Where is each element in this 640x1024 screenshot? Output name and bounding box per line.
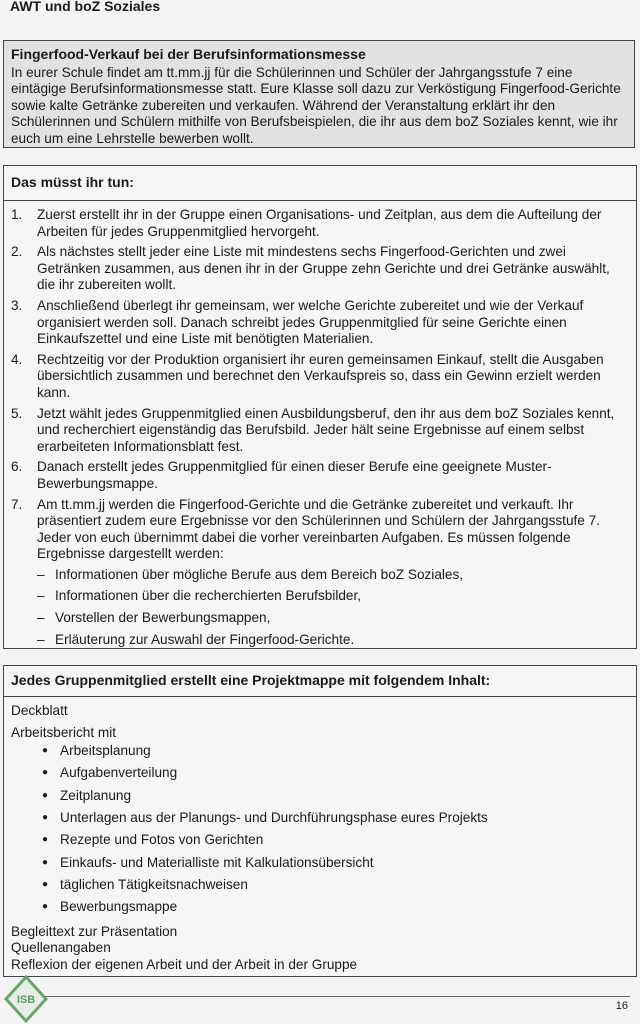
task-item (11, 352, 626, 402)
subitem-text: Informationen über die recherchierten Berufsbilder, (55, 588, 362, 604)
task-item (11, 244, 626, 294)
project-bullet-list (4, 743, 636, 921)
bullet-text: Arbeitsplanung (60, 743, 151, 759)
bullet-item (42, 877, 636, 899)
page-number: 16 (615, 1000, 628, 1012)
subitem-text: Vorstellen der Bewerbungsmappen, (55, 610, 271, 626)
bullet-icon: ● (42, 745, 49, 757)
bullet-item (42, 899, 636, 921)
task-subitem (37, 610, 626, 627)
task-text: Zuerst erstellt ihr in der Gruppe einen Organisations- und Zeitplan, aus dem die Aufteilung der Arbeiten für jedes Gruppenmitglied hervorgeht. (37, 207, 602, 239)
task-number: 2. (11, 244, 23, 260)
subitem-text: Erläuterung zur Auswahl der Fingerfood-Gerichte. (55, 631, 355, 647)
bullet-text: Rezepte und Fotos von Gerichten (60, 832, 264, 848)
bullet-text: täglichen Tätigkeitsnachweisen (60, 876, 248, 892)
task-number: 6. (11, 459, 23, 475)
footer-divider (45, 996, 630, 997)
bullet-text: Unterlagen aus der Planungs- und Durchführungsphase eures Projekts (60, 810, 488, 826)
bullet-item (42, 832, 636, 854)
dash-marker: – (37, 631, 45, 647)
bullet-icon: ● (42, 812, 49, 824)
intro-box (3, 40, 635, 148)
bullet-icon: ● (42, 901, 49, 913)
task-text: Am tt.mm.jj werden die Fingerfood-Gerichte und die Getränke zubereitet und verkauft. Ihr präsentiert zudem eure Ergebnisse vor den Schülerinnen und Schülern der Jahrgangsstufe 7. Jeder von euch übernimmt dabei die vorher vereinbarten Aufgaben. Es müssen folgende Ergebnisse dargestellt werden: – Informationen über mögliche Berufe aus dem Bereich boZ Soziales, – Informationen über die recherchierten Berufsbilder, – Vorstellen der Bewerbungsmappen, – Erläuterung zur Auswahl der Fingerfood-Gerichte. (37, 497, 626, 654)
project-box (3, 665, 637, 977)
subitem-text: Informationen über mögliche Berufe aus dem Bereich boZ Soziales, (55, 566, 464, 582)
task-list (4, 201, 636, 653)
task-subitem (37, 588, 626, 605)
bullet-icon: ● (42, 767, 49, 779)
project-item: Begleittext zur Präsentation (11, 923, 178, 939)
task-text: Rechtzeitig vor der Produktion organisiert ihr euren gemeinsamen Einkauf, stellt die Ausgaben übersichtlich zusammen und berechnet den Verkaufspreis so, dass ein Gewinn erzielt werden kann. (37, 351, 604, 400)
task-subitem (37, 632, 626, 649)
tasks-box (3, 165, 637, 649)
intro-text: In eurer Schule findet am tt.mm.jj für die Schülerinnen und Schüler der Jahrgangsstufe 7 eine eintägige Berufsinformationsmesse statt. Eure Klasse soll dazu zur Verköstigung Fingerfood-Gerichte sowie kalte Getränke zubereiten und verkaufen. Während der Veranstaltung erklärt ihr den Schülerinnen und Schülern mithilfe von Berufsbeispielen, die ihr aus dem boZ Soziales kennt, wie ihr euch um eine Lehrstelle bewerben wollt. (11, 64, 621, 146)
task-number: 4. (11, 351, 23, 367)
bullet-icon: ● (42, 789, 49, 801)
bullet-item (42, 765, 636, 787)
tasks-title: Das müsst ihr tun: (4, 166, 636, 201)
task-number: 7. (11, 496, 23, 512)
bullet-item (42, 743, 636, 765)
bullet-icon: ● (42, 878, 49, 890)
bullet-item (42, 810, 636, 832)
bullet-text: Aufgabenverteilung (60, 765, 178, 781)
dash-marker: – (37, 566, 45, 582)
isb-logo (4, 975, 48, 1024)
task-text: Anschließend überlegt ihr gemeinsam, wer welche Gerichte zubereitet und wie der Verkauf organisiert werden soll. Danach schreibt jedes Gruppenmitglied für seine Gerichte einen Einkaufszettel und eine Liste mit benötigten Materialien. (37, 297, 584, 347)
task-number: 5. (11, 405, 23, 421)
bullet-icon: ● (42, 834, 49, 846)
task-text: Als nächstes stellt jeder eine Liste mit mindestens sechs Fingerfood-Gerichten und zwei Getränken zusammen, aus denen ihr in der Gruppe zehn Gerichte und drei Getränke auswählt, die ihr zubereiten wollt. (37, 244, 610, 293)
page-header: AWT und boZ Soziales (10, 0, 161, 14)
task-item (11, 497, 626, 654)
dash-marker: – (37, 588, 45, 604)
svg-text:ISB: ISB (16, 994, 36, 1006)
task-number: 1. (11, 207, 23, 222)
project-item: Deckblatt (11, 703, 68, 718)
bullet-item (42, 855, 636, 877)
task-item (11, 459, 626, 492)
bullet-text: Einkaufs- und Materialliste mit Kalkulationsübersicht (60, 854, 374, 870)
dash-marker: – (37, 610, 45, 626)
task-text: Jetzt wählt jedes Gruppenmitglied einen Ausbildungsberuf, den ihr aus dem boZ Soziales kennt, und recherchiert eigenständig das Berufsbild. Jeder hält seine Ergebnisse auf einem selbst erarbeiteten Informationsblatt fest. (37, 405, 615, 454)
task-item (11, 207, 626, 240)
task-text: Danach erstellt jedes Gruppenmitglied für einen dieser Berufe eine geeignete Muster-Bewerbungsmappe. (37, 459, 552, 491)
task-item (11, 298, 626, 348)
project-item: Reflexion der eigenen Arbeit und der Arbeit in der Gruppe (11, 956, 358, 972)
intro-title: Fingerfood-Verkauf bei der Berufsinformationsmesse (11, 46, 366, 62)
task-item (11, 406, 626, 456)
bullet-text: Zeitplanung (60, 787, 132, 803)
project-item: Quellenangaben (11, 940, 111, 956)
project-title: Jedes Gruppenmitglied erstellt eine Projektmappe mit folgendem Inhalt: (4, 666, 636, 697)
bullet-item (42, 788, 636, 810)
bullet-text: Bewerbungsmappe (60, 899, 178, 915)
project-item: Arbeitsbericht mit (11, 724, 117, 740)
task-number: 3. (11, 297, 23, 313)
bullet-icon: ● (42, 856, 49, 868)
task-subitem (37, 567, 626, 584)
